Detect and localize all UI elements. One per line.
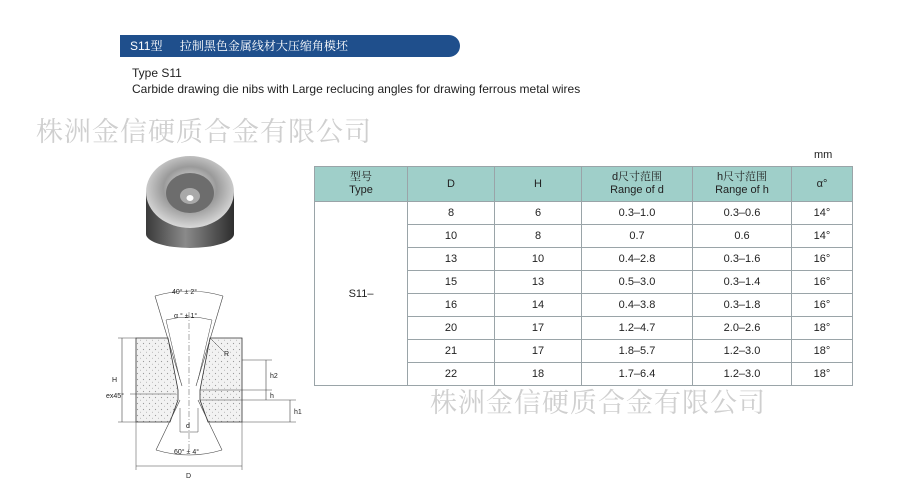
- table-header-row: [315, 167, 853, 202]
- height-label: H: [112, 377, 118, 384]
- angle-alpha-label: α ° ± 1°: [174, 313, 198, 320]
- table-cell: 0.7: [582, 225, 693, 248]
- table-cell: 0.3–1.8: [693, 294, 792, 317]
- header-en: Range of d: [610, 184, 664, 196]
- table-cell: 14°: [792, 202, 853, 225]
- product-subtitle: Carbide drawing die nibs with Large reclucing angles for drawing ferrous metal wires: [132, 82, 581, 96]
- header-en: Type: [349, 184, 373, 196]
- table-cell: 14: [495, 294, 582, 317]
- die-nib-drawing: [100, 282, 310, 482]
- section-header-bar: [120, 35, 460, 57]
- table-cell: 8: [408, 202, 495, 225]
- header-cell-alpha: [792, 167, 853, 202]
- header-cell-range-h: [693, 167, 792, 202]
- table-cell: 0.4–3.8: [582, 294, 693, 317]
- type-title: Type S11: [132, 66, 182, 80]
- table-cell: 13: [408, 248, 495, 271]
- table-body: [315, 202, 853, 386]
- angle-bottom-label: 60° ± 4°: [174, 449, 200, 456]
- table-cell: 1.8–5.7: [582, 340, 693, 363]
- h1-label: h1: [294, 409, 302, 416]
- table-cell: 16°: [792, 271, 853, 294]
- table-cell: 1.2–4.7: [582, 317, 693, 340]
- table-cell: 1.2–3.0: [693, 340, 792, 363]
- header-title: 拉制黑色金属线材大压缩角模坯: [179, 39, 348, 53]
- table-cell: 18°: [792, 340, 853, 363]
- header-cn: h尺寸范围: [716, 171, 768, 183]
- header-cell-d: [408, 167, 495, 202]
- table-cell: 16°: [792, 248, 853, 271]
- header-cell-range-d: [582, 167, 693, 202]
- chamfer-label: ex45°: [106, 393, 124, 400]
- table-cell: 0.3–1.6: [693, 248, 792, 271]
- table-cell: 0.3–1.0: [582, 202, 693, 225]
- h2-label: h2: [270, 373, 278, 380]
- big-d-label: D: [186, 473, 192, 480]
- spec-table: [314, 166, 853, 386]
- angle-top-label: 40° ± 2°: [172, 289, 198, 296]
- h-label: h: [270, 393, 274, 400]
- table-row: [315, 202, 853, 225]
- table-cell: 0.6: [693, 225, 792, 248]
- header-cn: 型号: [350, 171, 372, 183]
- table-cell: 14°: [792, 225, 853, 248]
- unit-label: mm: [814, 149, 833, 161]
- table-cell: 0.5–3.0: [582, 271, 693, 294]
- table-cell: 1.7–6.4: [582, 363, 693, 386]
- table-cell: 13: [495, 271, 582, 294]
- table-cell: 17: [495, 340, 582, 363]
- table-cell: 1.2–3.0: [693, 363, 792, 386]
- table-cell: 21: [408, 340, 495, 363]
- watermark-top: 株洲金信硬质合金有限公司: [36, 117, 372, 148]
- table-cell: 17: [495, 317, 582, 340]
- table-cell: 10: [408, 225, 495, 248]
- table-cell: 20: [408, 317, 495, 340]
- header-en: Range of h: [715, 184, 769, 196]
- model-cell: S11–: [315, 202, 408, 386]
- table-cell: 16: [408, 294, 495, 317]
- table-cell: 18°: [792, 317, 853, 340]
- die-nib-photo: [140, 150, 240, 250]
- table-cell: 16°: [792, 294, 853, 317]
- table-cell: 8: [495, 225, 582, 248]
- watermark-bottom: 株洲金信硬质合金有限公司: [430, 388, 766, 419]
- table-cell: 0.4–2.8: [582, 248, 693, 271]
- header-cn: d尺寸范围: [611, 171, 663, 183]
- d-label: d: [186, 423, 190, 430]
- header-cell-h: [495, 167, 582, 202]
- header-type-code: S11型: [130, 39, 163, 53]
- table-cell: 2.0–2.6: [693, 317, 792, 340]
- header-en: α°: [816, 177, 828, 190]
- header-en: H: [534, 177, 542, 190]
- header-cell-type: [315, 167, 408, 202]
- table-cell: 6: [495, 202, 582, 225]
- table-cell: 10: [495, 248, 582, 271]
- table-cell: 0.3–1.4: [693, 271, 792, 294]
- table-cell: 0.3–0.6: [693, 202, 792, 225]
- table-cell: 18°: [792, 363, 853, 386]
- radius-label: R: [224, 351, 230, 358]
- header-en: D: [447, 177, 455, 190]
- table-cell: 15: [408, 271, 495, 294]
- table-cell: 18: [495, 363, 582, 386]
- table-cell: 22: [408, 363, 495, 386]
